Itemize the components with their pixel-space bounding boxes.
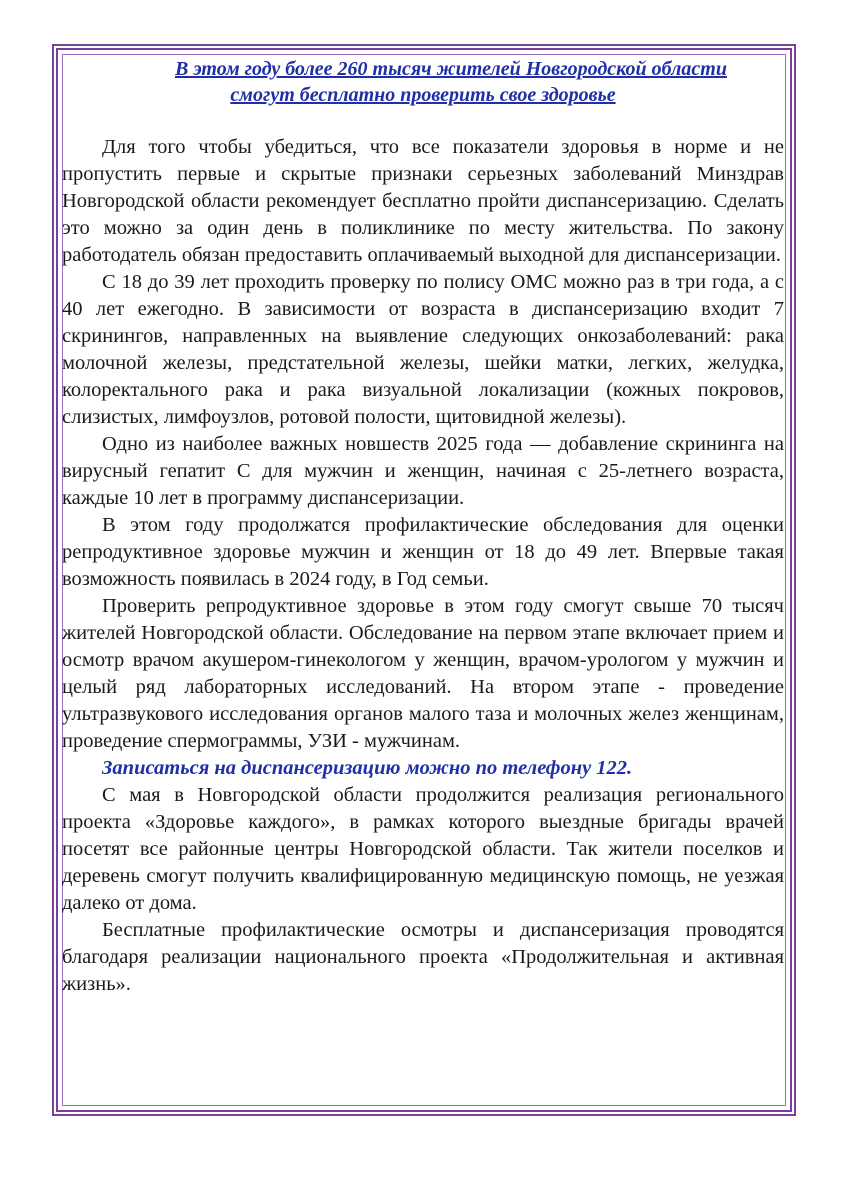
paragraph-regional-project: С мая в Новгородской области продолжится реализация регионального проекта «Здоровье каждого», в рамках которого выездные бригады врачей посетят все районные центры Новгородской области. Так жители поселков и деревень смогут получить квалифицированную медицинскую помощь, не уезжая далеко от дома. <box>62 784 784 914</box>
title-line-1: В этом году более 260 тысяч жителей Новгородской области <box>175 58 727 80</box>
document-title <box>62 56 784 108</box>
paragraph-screenings: С 18 до 39 лет проходить проверку по полису ОМС можно раз в три года, а с 40 лет ежегодно. В зависимости от возраста в диспансеризацию входит 7 скринингов, направленных на выявление следующих онкозаболеваний: рака молочной железы, предстательной железы, шейки матки, легких, желудка, колоректального рака и рака визуальной локализации (кожных покровов, слизистых, лимфоузлов, ротовой полости, щитовидной железы). <box>62 271 784 428</box>
title-line-2: смогут бесплатно проверить свое здоровье <box>230 84 616 106</box>
paragraph-phone-signup: Записаться на диспансеризацию можно по телефону 122. <box>102 757 633 779</box>
paragraph-reproductive-details: Проверить репродуктивное здоровье в этом году смогут свыше 70 тысяч жителей Новгородской области. Обследование на первом этапе включает прием и осмотр врачом акушером-гинекологом у женщин, врачом-урологом у мужчин и целый ряд лабораторных исследований. На втором этапе - проведение ультразвукового исследования органов малого таза и молочных желез женщинам, проведение спермограммы, УЗИ - мужчинам. <box>62 595 784 752</box>
document-body <box>62 56 784 998</box>
paragraph-hepatitis: Одно из наиболее важных новшеств 2025 года — добавление скрининга на вирусный гепатит С для мужчин и женщин, начиная с 25-летнего возраста, каждые 10 лет в программу диспансеризации. <box>62 433 784 509</box>
paragraph-intro: Для того чтобы убедиться, что все показатели здоровья в норме и не пропустить первые и скрытые признаки серьезных заболеваний Минздрав Новгородской области рекомендует бесплатно пройти диспансеризацию. Сделать это можно за один день в поликлинике по месту жительства. По закону работодатель обязан предоставить оплачиваемый выходной для диспансеризации. <box>62 136 784 266</box>
paragraph-national-project: Бесплатные профилактические осмотры и диспансеризация проводятся благодаря реализации национального проекта «Продолжительная и активная жизнь». <box>62 919 784 995</box>
paragraph-reproductive: В этом году продолжатся профилактические обследования для оценки репродуктивное здоровье мужчин и женщин от 18 до 49 лет. Впервые такая возможность появилась в 2024 году, в Год семьи. <box>62 514 784 590</box>
